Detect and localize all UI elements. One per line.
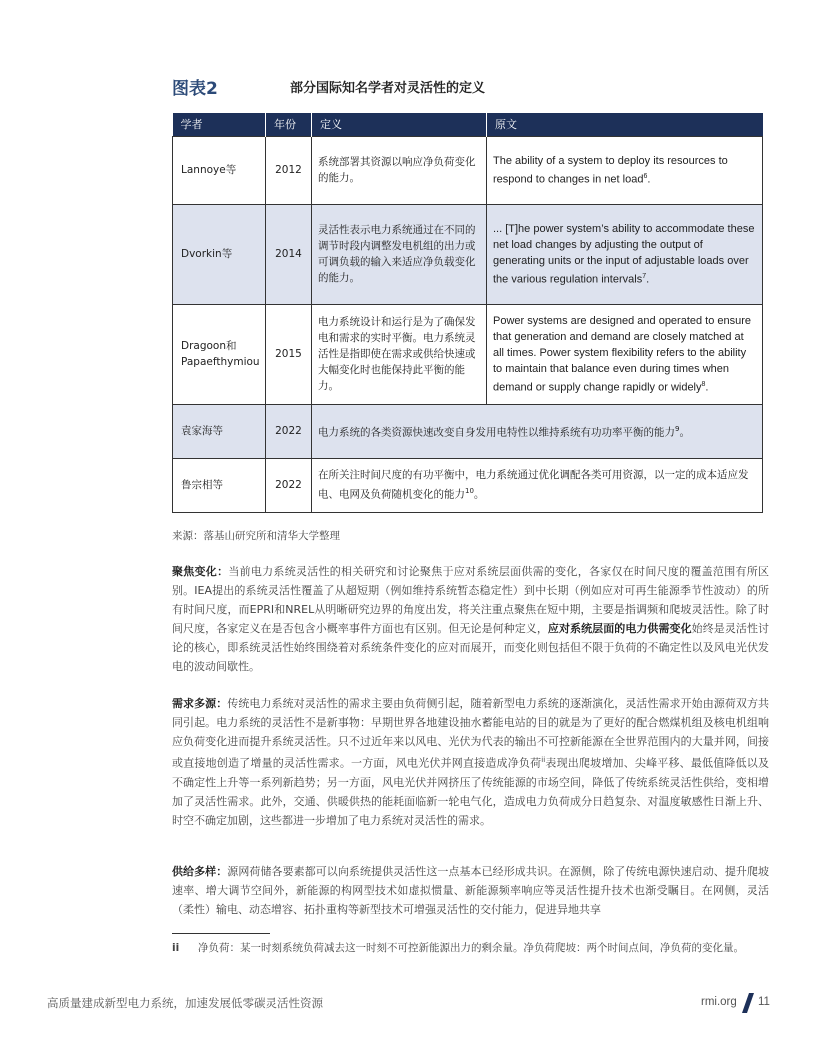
paragraph-lead: 供给多样： <box>172 865 228 878</box>
cell-scholar: Lannoye等 <box>173 136 266 204</box>
paragraph-text: 源网荷储各要素都可以向系统提供灵活性这一点基本已经形成共识。在源侧，除了传统电源快速启动、提升爬坡速率、增大调节空间外，新能源的构网型技术如虚拟惯量、新能源频率响应等灵活性提升技术也渐受瞩目。在网侧，灵活（柔性）输电、动态增容、拓扑重构等新型技术可增强灵活性的交付能力，促进异地共享 <box>172 865 770 916</box>
footer-site-link[interactable]: rmi.org <box>701 996 737 1008</box>
original-text: Power systems are designed and operated to ensure that generation and demand are closely matched at all times. Power system flexibility refers to the ability to maintain that balance even during times when demand or supply change rapidly or widely <box>493 314 752 394</box>
cell-definition: 在所关注时间尺度的有功平衡中，电力系统通过优化调配各类可用资源，以一定的成本适应发电、电网及负荷随机变化的能力$^{10}$。 <box>312 458 763 512</box>
footnote-divider <box>172 933 270 934</box>
cell-scholar: Dvorkin等 <box>173 204 266 304</box>
header-scholar: 学者 <box>173 113 266 136</box>
paragraph-demand-sources <box>172 694 769 830</box>
paragraph-supply-diversity <box>172 862 769 919</box>
paragraph-lead: 需求多源： <box>172 697 228 710</box>
footnote-mark: ii <box>172 942 180 954</box>
cell-scholar: 袁家海等 <box>173 404 266 458</box>
source-note: 来源：落基山研究所和清华大学整理 <box>172 530 340 542</box>
definition-text: 在所关注时间尺度的有功平衡中，电力系统通过优化调配各类可用资源，以一定的成本适应发电、电网及负荷随机变化的能力 <box>318 469 749 501</box>
figure-title: 部分国际知名学者对灵活性的定义 <box>290 81 486 96</box>
paragraph-text: 表现出爬坡增加、尖峰平移、最低值降低以及不确定性上升等一系列新趋势；另一方面，风电光伏并网挤压了传统能源的市场空间，降低了传统系统灵活性供给，变相增加了灵活性需求。此外，交通、供暖供热的能耗面临新一轮电气化，造成电力负荷成分日趋复杂、对温度敏感性日渐上升、时空不确定加剧，这些都进一步增加了电力系统对灵活性的需求。 <box>172 756 770 827</box>
table-row <box>173 458 763 512</box>
table-header-row <box>173 113 763 136</box>
footnote-text: 净负荷：某一时刻系统负荷减去这一时刻不可控新能源出力的剩余量。净负荷爬坡：两个时间点间，净负荷的变化量。 <box>198 942 744 954</box>
paragraph-text: 始终是灵活性讨论的核心，即系统灵活性始终围绕着对系统条件变化的应对而展开，而变化则包括但不限于负荷的不确定性以及风电光伏发电的波动间歇性。 <box>172 622 770 673</box>
footnote-ref[interactable]: ii <box>541 756 546 764</box>
ref-marker: 6 <box>643 172 648 180</box>
cell-definition: 电力系统设计和运行是为了确保发电和需求的实时平衡。电力系统灵活性是指即使在需求或供给快速或大幅变化时也能保持此平衡的能力。 <box>312 304 487 404</box>
original-text: ... [T]he power system’s ability to accommodate these net load changes by adjusting the output of generating units or the input of adjustable loads over the various regulation intervals <box>493 222 755 286</box>
cell-definition: 电力系统的各类资源快速改变自身发用电特性以维持系统有功功率平衡的能力$^9$。 <box>312 404 763 458</box>
definitions-table <box>172 113 763 513</box>
cell-year: 2022 <box>266 458 312 512</box>
slash-divider-icon <box>741 993 755 1013</box>
original-text: The ability of a system to deploy its resources to respond to changes in net load <box>493 154 728 186</box>
header-year: 年份 <box>266 113 312 136</box>
paragraph-text: 传统电力系统对灵活性的需求主要由负荷侧引起，随着新型电力系统的逐渐演化，灵活性需求开始由源荷双方共同引起。电力系统的灵活性不是新事物：早期世界各地建设抽水蓄能电站的目的就是为了更好的配合燃煤机组及核电机组响应负荷变化进而提升系统灵活性。只不过近年来以风电、光伏为代表的输出不可控新能源在全世界范围内的大量并网，间接或直接地创造了增量的灵活性需求。一方面，风电光伏并网直接造成净负荷 <box>172 697 770 770</box>
paragraph-text: 当前电力系统灵活性的相关研究和讨论聚焦于应对系统层面供需的变化，各家仅在时间尺度的覆盖范围有所区别。IEA提出的系统灵活性覆盖了从超短期（例如维持系统暂态稳定性）到中长期（例如应对可再生能源季节性波动）的所有时间尺度，而EPRI和NREL从明晰研究边界的角度出发，将关注重点聚焦在短中期，主要是指调频和爬坡灵活性。除了时间尺度，各家定义在是否包含小概率事件方面也有区别。但无论是何种定义， <box>172 565 770 635</box>
cell-year: 2022 <box>266 404 312 458</box>
ref-marker: 9 <box>675 425 680 434</box>
ref-marker: 10 <box>465 487 474 496</box>
cell-original: The ability of a system to deploy its resources to respond to changes in net load$^6$. <box>487 136 763 204</box>
cell-year: 2012 <box>266 136 312 204</box>
figure-label: 图表2 <box>172 79 218 99</box>
cell-definition: 灵活性表示电力系统通过在不同的调节时段内调整发电机组的出力或可调负载的输入来适应净负载变化的能力。 <box>312 204 487 304</box>
figure-header <box>172 74 772 98</box>
cell-scholar: 鲁宗相等 <box>173 458 266 512</box>
footer-title: 高质量建成新型电力系统，加速发展低零碳灵活性资源 <box>47 996 323 1010</box>
paragraph-focus-change <box>172 562 769 676</box>
cell-definition: 系统部署其资源以响应净负荷变化的能力。 <box>312 136 487 204</box>
paragraph-lead: 聚焦变化： <box>172 565 229 578</box>
cell-year: 2015 <box>266 304 312 404</box>
header-original: 原文 <box>487 113 763 136</box>
page-number: 11 <box>758 996 770 1008</box>
cell-year: 2014 <box>266 204 312 304</box>
paragraph-emphasis: 应对系统层面的电力供需变化 <box>547 622 692 635</box>
cell-original: Power systems are designed and operated to ensure that generation and demand are closely matched at all times. Power system flexibility refers to the ability to maintain that balance even during times when demand or supply change rapidly or widely$^8$. <box>487 304 763 404</box>
table-row <box>173 304 763 404</box>
cell-scholar: Dragoon和 Papaefthymiou <box>173 304 266 404</box>
definition-text: 电力系统的各类资源快速改变自身发用电特性以维持系统有功功率平衡的能力 <box>318 426 675 439</box>
ref-marker: 8 <box>701 380 706 388</box>
table-row <box>173 136 763 204</box>
ref-marker: 7 <box>642 272 647 280</box>
table-row <box>173 204 763 304</box>
header-definition: 定义 <box>312 113 487 136</box>
cell-original: ... [T]he power system’s ability to accommodate these net load changes by adjusting the output of generating units or the input of adjustable loads over the various regulation intervals$^7$. <box>487 204 763 304</box>
table-row <box>173 404 763 458</box>
